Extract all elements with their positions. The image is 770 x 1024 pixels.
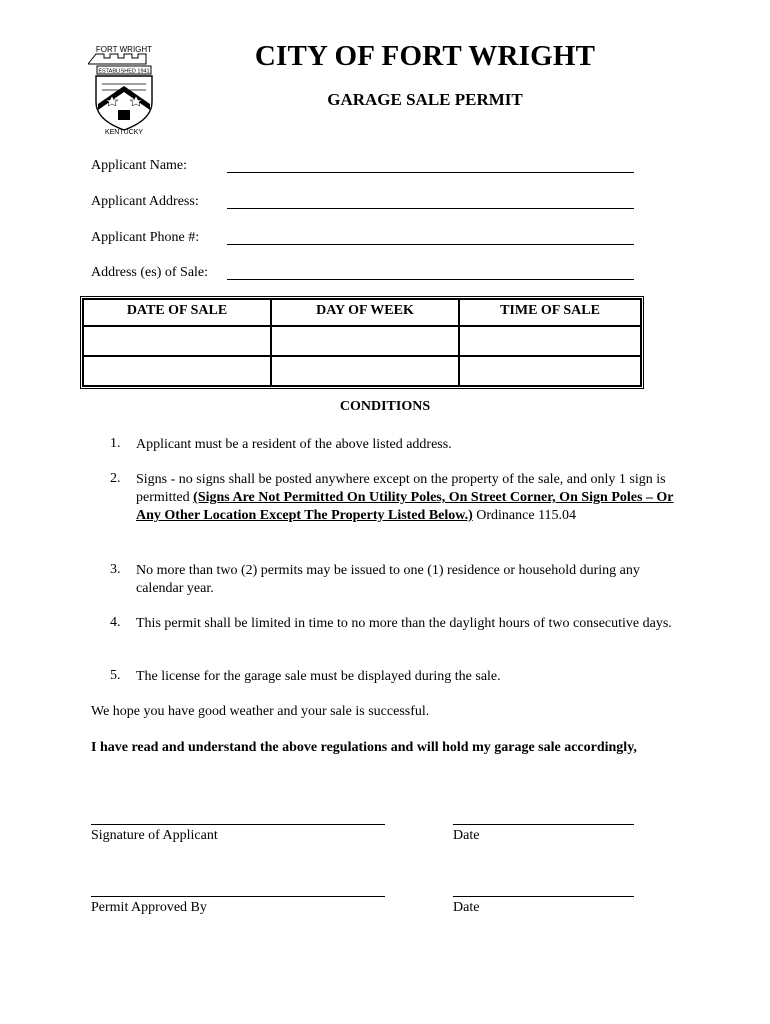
applicant-name-field[interactable]: [227, 172, 634, 173]
condition-number: 5.: [110, 668, 121, 683]
condition-number: 3.: [110, 562, 121, 577]
page-subtitle: GARAGE SALE PERMIT: [327, 90, 523, 109]
day-cell[interactable]: [271, 326, 459, 356]
condition-text: Applicant must be a resident of the above listed address.: [136, 437, 452, 452]
table-header-row: [83, 299, 641, 326]
table-row: [83, 326, 641, 356]
column-header-date: DATE OF SALE: [83, 299, 271, 326]
date-cell[interactable]: [83, 326, 271, 356]
sale-address-label: Address (es) of Sale:: [91, 265, 209, 280]
closing-text: We hope you have good weather and your sale is successful.: [91, 704, 430, 719]
approval-date-label: Date: [453, 900, 480, 915]
applicant-address-label: Applicant Address:: [91, 194, 199, 209]
table-row: [83, 356, 641, 386]
applicant-signature-label: Signature of Applicant: [91, 828, 218, 843]
condition-text-part: Signs - no signs shall be posted anywhere except on the property of the sale, and only 1 sign is permitted: [136, 472, 666, 505]
seal-top-text: FORT WRIGHT: [95, 45, 153, 54]
condition-number: 2.: [110, 471, 121, 486]
applicant-phone-label: Applicant Phone #:: [91, 230, 200, 245]
approved-by-label: Permit Approved By: [91, 900, 207, 915]
condition-text: This permit shall be limited in time to no more than the daylight hours of two consecutive days.: [136, 616, 672, 631]
page-title: CITY OF FORT WRIGHT: [254, 40, 596, 72]
applicant-address-field[interactable]: [227, 208, 634, 209]
condition-number: 1.: [110, 436, 121, 451]
date-cell[interactable]: [83, 356, 271, 386]
column-header-time: TIME OF SALE: [459, 299, 641, 326]
applicant-signature-line[interactable]: [91, 824, 385, 825]
condition-emphasis: (Signs Are Not Permitted On Utility Poles, On Street Corner, On Sign Poles – Or Any Other Location Except The Property Listed Below.): [136, 490, 674, 523]
condition-text: [136, 471, 681, 525]
condition-number: 4.: [110, 615, 121, 630]
approval-date-line[interactable]: [453, 896, 634, 897]
time-cell[interactable]: [459, 356, 641, 386]
approved-by-line[interactable]: [91, 896, 385, 897]
sale-schedule-table: [82, 298, 642, 387]
seal-bottom-text: KENTUCKY: [104, 129, 144, 136]
sale-address-field[interactable]: [227, 279, 634, 280]
day-cell[interactable]: [271, 356, 459, 386]
applicant-date-line[interactable]: [453, 824, 634, 825]
acknowledgement-text: I have read and understand the above regulations and will hold my garage sale accordingly,: [91, 740, 637, 755]
applicant-name-label: Applicant Name:: [91, 158, 188, 173]
condition-text: No more than two (2) permits may be issued to one (1) residence or household during any calendar year.: [136, 563, 640, 596]
applicant-phone-field[interactable]: [227, 244, 634, 245]
conditions-heading: CONDITIONS: [339, 399, 431, 414]
seal-banner-text: ESTABLISHED 1941: [98, 68, 150, 75]
applicant-date-label: Date: [453, 828, 480, 843]
condition-text: The license for the garage sale must be displayed during the sale.: [136, 669, 501, 684]
condition-text-part: Ordinance 115.04: [472, 508, 577, 523]
column-header-day: DAY OF WEEK: [271, 299, 459, 326]
time-cell[interactable]: [459, 326, 641, 356]
